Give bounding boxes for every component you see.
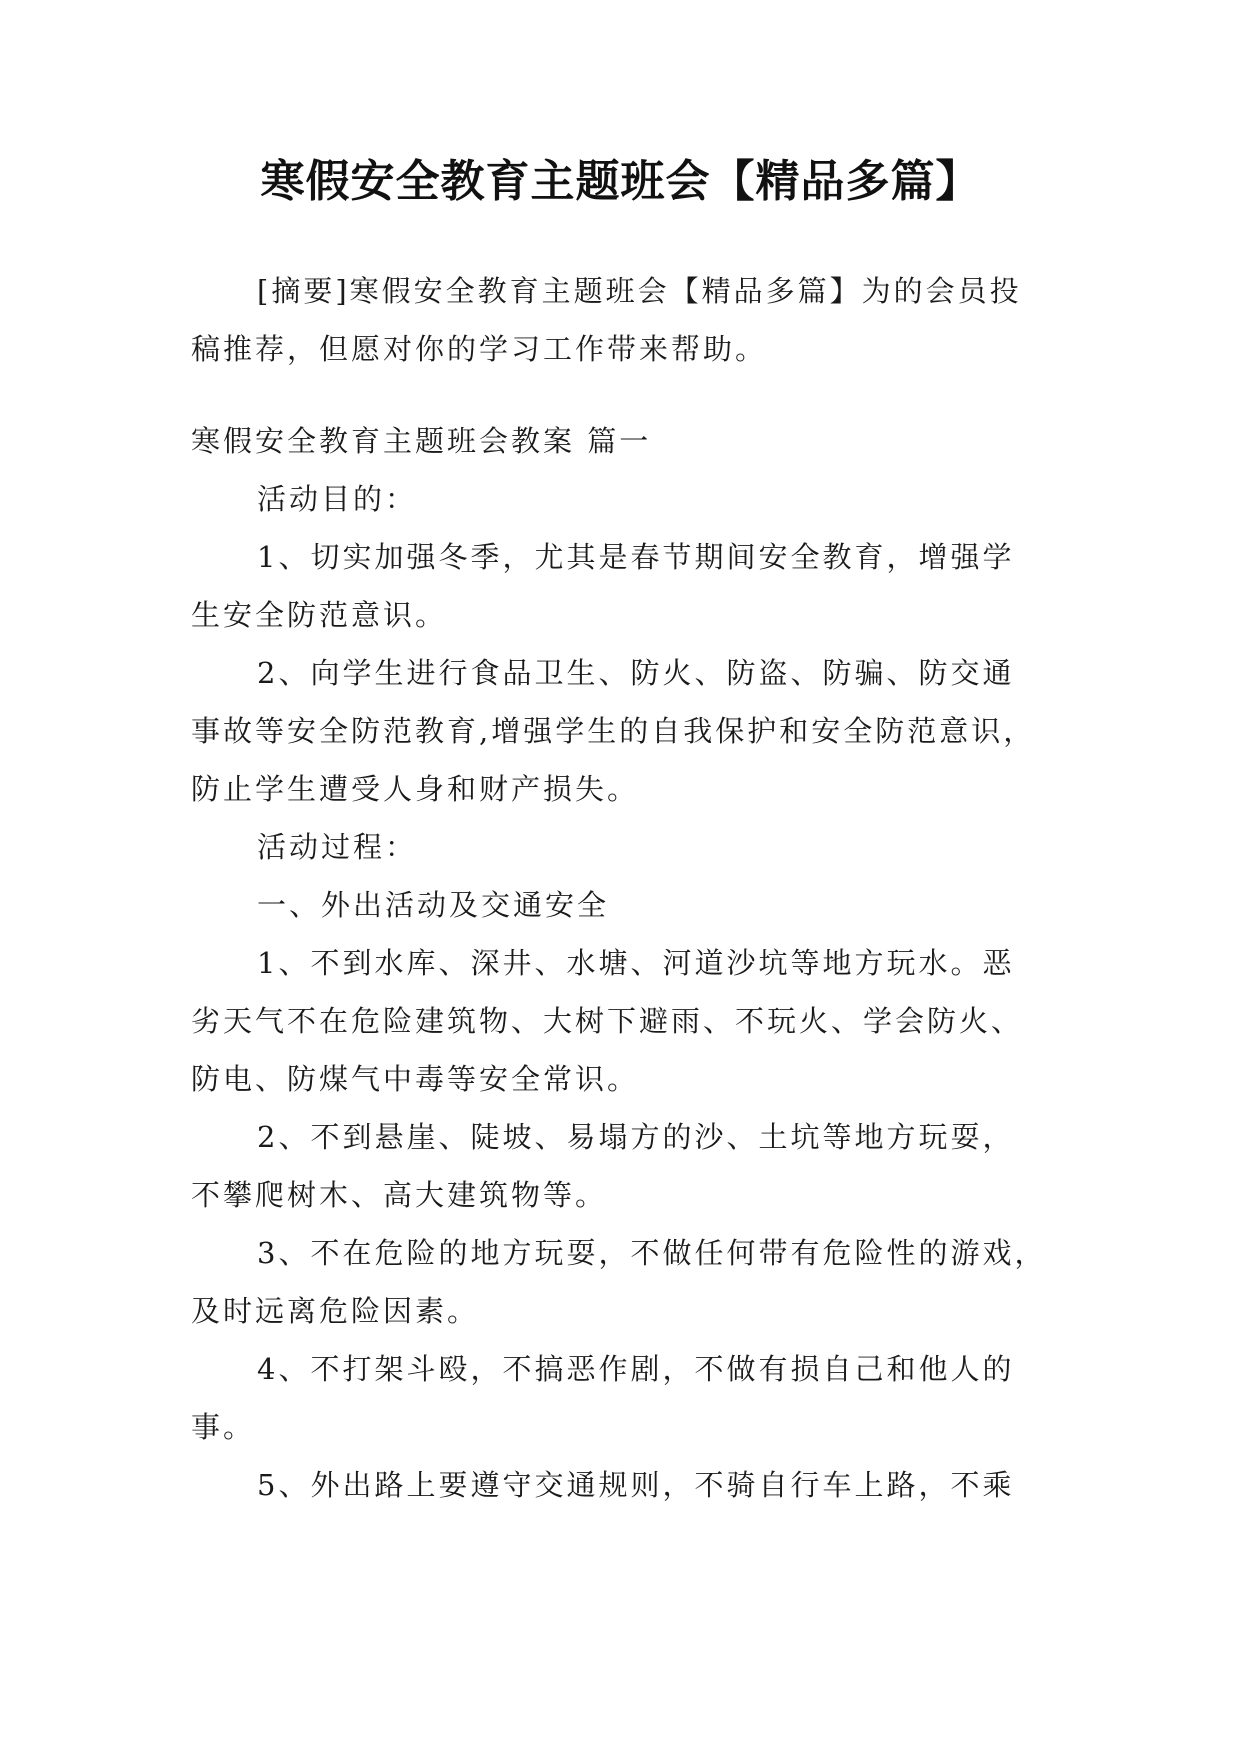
abstract [191,262,1053,378]
paragraph-list [191,470,1053,1514]
section-body [191,412,1053,1514]
paragraph-line: 及时远离危险因素。 [191,1294,480,1328]
paragraph-line: 活动过程： [257,830,418,864]
document-title: 寒假安全教育主题班会【精品多篇】 [260,156,981,207]
paragraph-line: 事。 [191,1410,256,1444]
paragraph-line: 1、不到水库、深井、水塘、河道沙坑等地方玩水。恶 [257,946,1015,980]
paragraph-line: 防止学生遭受人身和财产损失。 [191,772,640,806]
paragraph-line: 一、外出活动及交通安全 [257,888,610,922]
paragraph-line: 2、向学生进行食品卫生、防火、防盗、防骗、防交通 [257,656,1015,690]
paragraph-line: 5、外出路上要遵守交通规则，不骑自行车上路，不乘 [257,1468,1015,1502]
paragraph-line: 4、不打架斗殴，不搞恶作剧，不做有损自己和他人的 [257,1352,1015,1386]
paragraph-line: 劣天气不在危险建筑物、大树下避雨、不玩火、学会防火、 [191,1004,1024,1038]
abstract-line: 稿推荐，但愿对你的学习工作带来帮助。 [191,332,768,366]
paragraph-line: 不攀爬树木、高大建筑物等。 [191,1178,608,1212]
abstract-line: [摘要]寒假安全教育主题班会【精品多篇】为的会员投 [257,274,1022,308]
paragraph-line: 生安全防范意识。 [191,598,448,632]
paragraph-line: 事故等安全防范教育,增强学生的自我保护和安全防范意识， [191,714,1036,748]
paragraph-line: 2、不到悬崖、陡坡、易塌方的沙、土坑等地方玩耍， [257,1120,1015,1154]
paragraph-line: 1、切实加强冬季，尤其是春节期间安全教育，增强学 [257,540,1015,574]
paragraph-line: 防电、防煤气中毒等安全常识。 [191,1062,640,1096]
paragraph-line: 3、不在危险的地方玩耍，不做任何带有危险性的游戏， [257,1236,1047,1270]
paragraph-line: 活动目的： [257,482,418,516]
section-heading: 寒假安全教育主题班会教案 篇一 [191,424,652,458]
